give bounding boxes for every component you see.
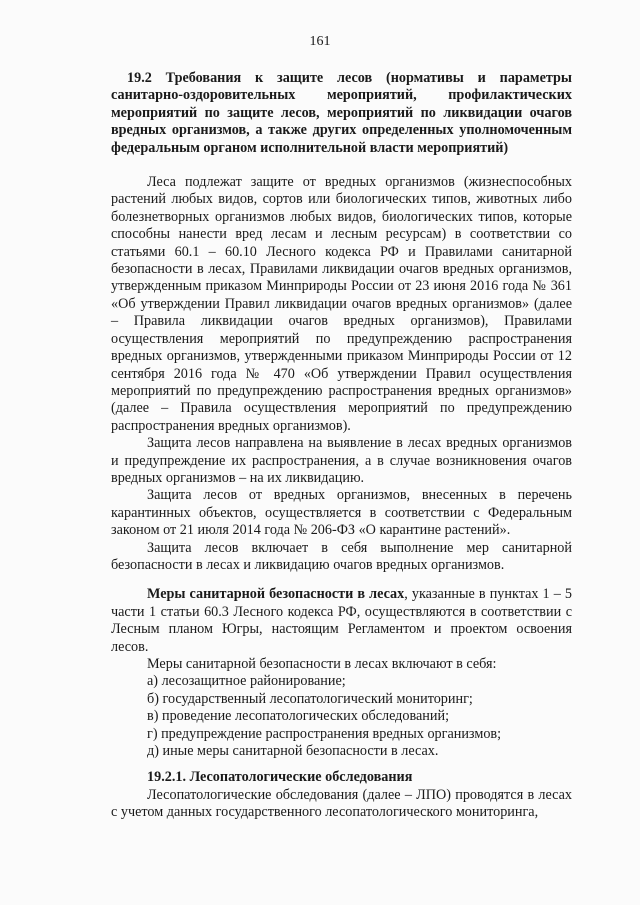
subsection-heading: 19.2.1. Лесопатологические обследования [147,769,413,786]
section-heading: 19.2 Требования к защите лесов (нормативы и параметры санитарно-оздоровительных мероприятий, профилактических мероприятий по защите лесов, мероприятий по ликвидации очагов вредных организмов, а также других определенных уполномоченным федеральным органом исполнительной власти мероприятий) [111,70,572,156]
page-number: 161 [309,34,331,49]
list-item: г) предупреждение распространения вредных организмов; [147,725,502,742]
sanitary-measures-lead: Меры санитарной безопасности в лесах [147,586,405,603]
sanitary-measures-intro: Меры санитарной безопасности в лесах включают в себя: [147,656,497,672]
paragraph-forest-protection-basis: Леса подлежат защите от вредных организмов (жизнеспособных растений любых видов, сортов или биологических типов, животных либо болезнетворных организмов любых видов, биологических типов, которые способны нанести вред лесам и лесным ресурсам) в соответствии со статьями 60.1 – 60.10 Лесного кодекса РФ и Правилами санитарной безопасности в лесах, Правилами ликвидации очагов вредных организмов, утвержденным приказом Минприроды России от 23 июня 2016 года № 361 «Об утверждении Правил ликвидации очагов вредных организмов» (далее – Правила ликвидации очагов вредных организмов), Правилами осуществления мероприятий по предупреждению распространения вредных организмов, утвержденными приказом Минприроды России от 12 сентября 2016 года № 470 «Об утверждении Правил осуществления мероприятий по предупреждению распространения вредных организмов» (далее – Правила осуществления мероприятий по предупреждению распространения вредных организмов). [111,174,572,434]
paragraph-sanitary-measures [111,586,572,656]
list-item: д) иные меры санитарной безопасности в лесах. [147,743,439,760]
paragraph-protection-scope: Защита лесов включает в себя выполнение мер санитарной безопасности в лесах и ликвидацию очагов вредных организмов. [111,539,572,573]
subsection-paragraph: Лесопатологические обследования (далее – ЛПО) проводятся в лесах с учетом данных государственного лесопатологического мониторинга, [111,786,572,821]
paragraph-quarantine: Защита лесов от вредных организмов, внесенных в перечень карантинных объектов, осуществляется в соответствии с Федеральным законом от 21 июля 2014 года № 206-ФЗ «О карантине растений». [111,487,572,539]
spacer [111,760,572,769]
list-item: а) лесозащитное районирование; [147,673,346,690]
paragraph-protection-purpose: Защита лесов направлена на выявление в лесах вредных организмов и предупреждение их распространения, а в случае возникновения очагов вредных организмов – на их ликвидацию. [111,435,572,486]
spacer [111,157,572,174]
list-item: б) государственный лесопатологический мониторинг; [147,690,473,707]
page-content [111,70,572,822]
spacer [111,574,572,586]
list-item: в) проведение лесопатологических обследований; [147,708,450,725]
sanitary-measures-text: , указанные в пунктах 1 – 5 части 1 статьи 60.3 Лесного кодекса РФ, осуществляются в соответствии с Лесным планом Югры, настоящим Регламентом и проектом освоения лесов. [111,586,573,655]
